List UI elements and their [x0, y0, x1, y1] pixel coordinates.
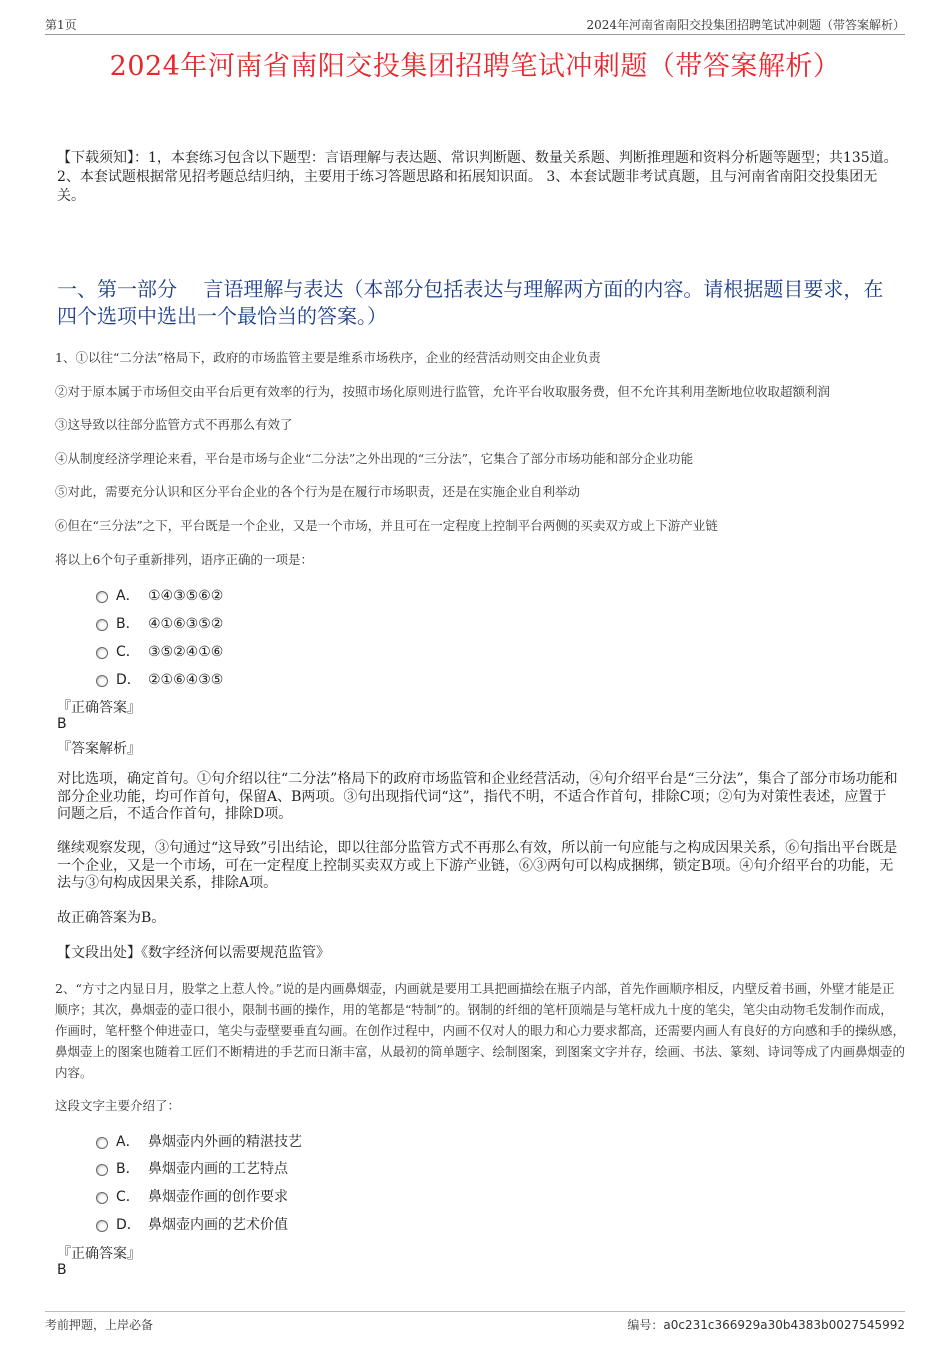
radio-icon[interactable] [96, 1220, 108, 1232]
q1-analysis-paragraph-2: 继续观察发现，③句通过“这导致”引出结论，即以往部分监管方式不再那么有效，所以前一句应能与之构成因果关系，⑥句指出平台既是一个企业，又是一个市场，可在一定程度上控制买卖双方或上下游产业链，⑥③两句可以构成捆绑，锁定B项。④句介绍平台的功能，无法与③句构成因果关系，排除A项。 [57, 840, 898, 891]
q1-analysis-label: 『答案解析』 [57, 741, 141, 757]
page-header [45, 14, 905, 35]
q1-option-a[interactable]: A． ①④③⑤⑥② [96, 585, 223, 605]
q2-option-a[interactable]: A． 鼻烟壶内外画的精湛技艺 [96, 1131, 302, 1151]
radio-icon[interactable] [96, 1137, 108, 1149]
footer-slogan: 考前押题，上岸必备 [45, 1318, 154, 1332]
radio-icon[interactable] [96, 591, 108, 603]
radio-icon[interactable] [96, 675, 108, 687]
q1-option-b[interactable]: B． ④①⑥③⑤② [96, 613, 223, 633]
q1-option-d[interactable]: D． ②①⑥④③⑤ [96, 669, 223, 689]
footer-code-value: a0c231c366929a30b4383b0027545992 [663, 1318, 905, 1332]
q1-analysis-paragraph-1: 对比选项，确定首句。①句介绍以往“二分法”格局下的政府市场监管和企业经营活动，④句介绍平台是“三分法”，集合了部分市场功能和部分企业功能，均可作首句，保留A、B两项。③句出现指代词“这”，指代不明，不适合作首句，排除C项；②句为对策性表述，应置于问题之后，不适合作首句，排除D项。 [57, 771, 898, 822]
q1-sentence-1: 1、①以往“二分法”格局下，政府的市场监管主要是维系市场秩序，企业的经营活动则交由企业负责 [55, 350, 601, 365]
q1-sentence-5: ⑤对此，需要充分认识和区分平台企业的各个行为是在履行市场职责，还是在实施企业自利举动 [55, 484, 581, 499]
q1-analysis-paragraph-3: 故正确答案为B。 [57, 910, 166, 926]
q1-answer-label: 『正确答案』 [57, 700, 141, 716]
q2-option-d[interactable]: D． 鼻烟壶内画的艺术价值 [96, 1214, 288, 1234]
radio-icon[interactable] [96, 1164, 108, 1176]
radio-icon[interactable] [96, 619, 108, 631]
page-number: 第1页 [45, 18, 77, 32]
q1-sentence-2: ②对于原本属于市场但交由平台后更有效率的行为，按照市场化原则进行监管，允许平台收取服务费，但不允许其利用垄断地位收取超额利润 [55, 384, 831, 399]
q2-prompt: 这段文字主要介绍了： [55, 1098, 181, 1113]
q1-prompt: 将以上6个句子重新排列，语序正确的一项是： [55, 552, 313, 567]
q1-sentence-3: ③这导致以往部分监管方式不再那么有效了 [55, 417, 293, 432]
radio-icon[interactable] [96, 647, 108, 659]
q1-option-c[interactable]: C． ③⑤②④①⑥ [96, 641, 223, 661]
q1-answer: B [57, 716, 67, 732]
q1-sentence-4: ④从制度经济学理论来看，平台是市场与企业“二分法”之外出现的“三分法”，它集合了部分市场功能和部分企业功能 [55, 451, 694, 466]
header-doc-title: 2024年河南省南阳交投集团招聘笔试冲刺题（带答案解析） [586, 18, 905, 32]
q1-source: 【文段出处】《数字经济何以需要规范监管》 [57, 945, 330, 961]
footer-code [627, 1316, 905, 1333]
section-heading: 一、第一部分 言语理解与表达（本部分包括表达与理解两方面的内容。请根据题目要求，在四个选项中选出一个最恰当的答案。） [57, 277, 884, 328]
q2-answer-label: 『正确答案』 [57, 1246, 141, 1262]
q2-answer: B [57, 1262, 67, 1278]
download-notice: 【下载须知】：1，本套练习包含以下题型：言语理解与表达题、常识判断题、数量关系题、判断推理题和资料分析题等题型；共135道。 2、本套试题根据常见招考题总结归纳，主要用于练习答题思路和拓展知识面。 3、本套试题非考试真题，且与河南省南阳交投集团无关。 [57, 150, 898, 204]
radio-icon[interactable] [96, 1192, 108, 1204]
q2-passage: 2、“方寸之内显日月，股掌之上惹人怜。”说的是内画鼻烟壶，内画就是要用工具把画描绘在瓶子内部，首先作画顺序相反，内壁反着书画，外壁才能是正顺序；其次，鼻烟壶的壶口很小，限制书画的操作，用的笔都是“特制”的。钢制的纤细的笔杆顶端是与笔杆成九十度的笔尖，笔尖由动物毛发制作而成，作画时，笔杆整个伸进壶口，笔尖与壶壁要垂直勾画。在创作过程中，内画不仅对人的眼力和心力要求都高，还需要内画人有良好的方向感和手的操纵感，鼻烟壶上的图案也随着工匠们不断精进的手艺而日渐丰富，从最初的简单题字、绘制图案，到图案文字并存，绘画、书法、篆刻、诗词等成了内画鼻烟壶的内容。 [55, 981, 906, 1080]
q1-sentence-6: ⑥但在“三分法”之下，平台既是一个企业，又是一个市场，并且可在一定程度上控制平台两侧的买卖双方或上下游产业链 [55, 518, 718, 533]
page-title: 2024年河南省南阳交投集团招聘笔试冲刺题（带答案解析） [109, 51, 841, 82]
footer-code-label: 编号： [627, 1318, 664, 1332]
q2-option-c[interactable]: C． 鼻烟壶作画的创作要求 [96, 1186, 288, 1206]
page-footer [45, 1311, 905, 1338]
q2-option-b[interactable]: B． 鼻烟壶内画的工艺特点 [96, 1158, 288, 1178]
